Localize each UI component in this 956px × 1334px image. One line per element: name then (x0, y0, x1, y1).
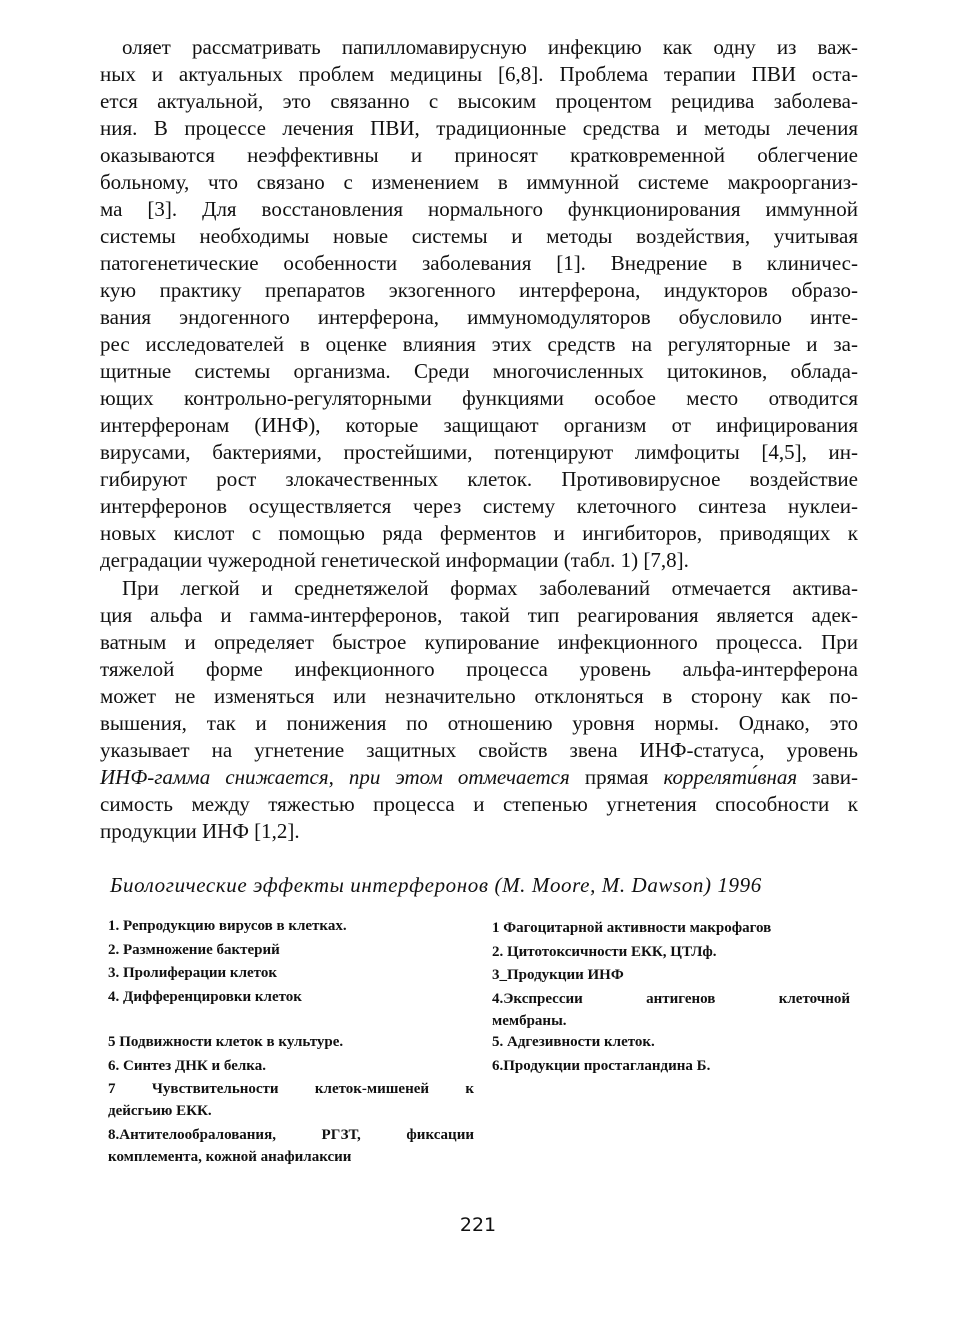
list-item: 8.Антителообралования, РГЗТ, фиксации (108, 1127, 474, 1143)
text-line: вания эндогенного интерферона, иммуномодуляторов обусловило инте- (100, 305, 858, 329)
text-line: тяжелой форме инфекционного процесса уровень альфа-интерферона (100, 657, 858, 681)
italic-phrase: ИНФ-гамма снижается, при этом отмечается (100, 765, 570, 789)
paragraph-1 (100, 34, 858, 574)
list-item: мембраны. (492, 1013, 567, 1029)
right-column-list (492, 917, 850, 1077)
text-line: вирусами, бактериями, простейшими, потенцируют лимфоциты [4,5], ин- (100, 440, 858, 464)
text-line: патогенетические особенности заболевания [1]. Внедрение в клиничес- (100, 251, 858, 275)
text-line: новых кислот с помощью ряда ферментов и ингибиторов, приводящих к (100, 521, 858, 545)
list-item: 1 Фагоцитарной активности макрофагов (492, 920, 772, 936)
text-line: ния. В процессе лечения ПВИ, традиционные средства и методы лечения (100, 116, 858, 140)
text-line: симость между тяжестью процесса и степенью угнетения способности к (100, 792, 858, 816)
text-line: При легкой и среднетяжелой формах заболеваний отмечается актива- (122, 576, 858, 600)
text-line: оказываются неэффективны и приносят кратковременной облегчение (100, 143, 858, 167)
text-run: прямая (569, 765, 664, 789)
list-item: 7 Чувствительности клеток-мишеней к (108, 1081, 474, 1097)
text-line: оляет рассматривать папилломавирусную инфекцию как одну из важ- (122, 35, 858, 59)
list-item: 4. Дифференцировки клеток (108, 989, 302, 1005)
text-line: больному, что связано с изменением в иммунной системе макроорганиз- (100, 170, 858, 194)
text-run: зави- (797, 765, 859, 789)
list-item: комплемента, кожной анафилаксии (108, 1149, 352, 1165)
text-line: щитные системы организма. Среди многочисленных цитокинов, облада- (100, 359, 858, 383)
text-line: вышения, так и понижения по отношению уровня нормы. Однако, это (100, 711, 858, 735)
text-line: ется актуальной, это связанно с высоким процентом рецидива заболева- (100, 89, 858, 113)
list-item: 5. Адгезивности клеток. (492, 1034, 655, 1050)
list-item: 2. Размножение бактерий (108, 942, 280, 958)
text-line: ных и актуальных проблем медицины [6,8]. Проблема терапии ПВИ оста- (100, 62, 858, 86)
text-line: ция альфа и гамма-интерферонов, такой тип реагирования является адек- (100, 603, 858, 627)
paragraph-2 (100, 575, 858, 845)
list-item: 3_Продукции ИНФ (492, 967, 624, 983)
list-item: дейсгьию ЕКК. (108, 1103, 212, 1119)
text-line: системы необходимы новые системы и методы воздействия, учитывая (100, 224, 858, 248)
list-item: 2. Цитотоксичности ЕКК, ЦТЛф. (492, 944, 717, 960)
text-line: может не изменяться или незначительно отклоняться в сторону как по- (100, 684, 858, 708)
list-item: 6. Синтез ДНК и белка. (108, 1058, 266, 1074)
text-line: деградации чужеродной генетической информации (табл. 1) [7,8]. (100, 548, 689, 572)
text-line: ющих контрольно-регуляторными функциями особое место отводится (100, 386, 858, 410)
text-line: рес исследователей в оценке влияния этих средств на регуляторные и за- (100, 332, 858, 356)
table-caption: Биологические эффекты интерферонов (M. Moore, M. Dawson) 1996 (110, 873, 762, 897)
italic-phrase: корреляти́вная (663, 765, 798, 789)
text-line: гибируют рост злокачественных клеток. Противовирусное воздействие (100, 467, 858, 491)
text-line: интерферонов осуществляется через систему клеточного синтеза нуклеи- (100, 494, 858, 518)
list-item: 6.Продукции простагландина Б. (492, 1058, 711, 1074)
text-line: продукции ИНФ [1,2]. (100, 819, 300, 843)
list-item: 3. Пролиферации клеток (108, 965, 277, 981)
text-line: ватным и определяет быстрое купирование инфекционного процесса. При (100, 630, 858, 654)
text-line-mixed (100, 764, 858, 791)
list-item: 5 Подвижности клеток в культуре. (108, 1034, 344, 1050)
text-line: указывает на угнетение защитных свойств звена ИНФ-статуса, уровень (100, 738, 858, 762)
list-item: 4.Экспрессии антигенов клеточной (492, 991, 850, 1007)
text-line: кую практику препаратов экзогенного интерферона, индукторов образо- (100, 278, 858, 302)
page-number: 221 (459, 1214, 497, 1236)
list-item: 1. Репродукцию вирусов в клетках. (108, 918, 347, 934)
text-line: интерферонам (ИНФ), которые защищают организм от инфицирования (100, 413, 858, 437)
text-line: ма [3]. Для восстановления нормального функционирования иммунной (100, 197, 858, 221)
left-column-list (108, 915, 474, 1165)
